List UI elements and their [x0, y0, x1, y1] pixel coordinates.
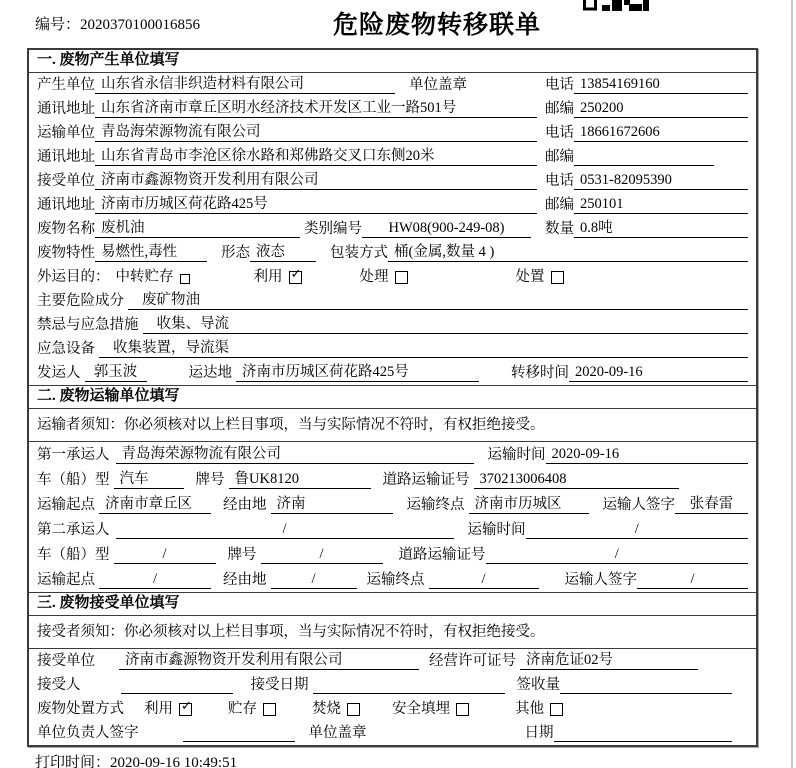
receiver-zip-label: 邮编 [545, 197, 574, 213]
transporter-notice: 运输者须知：你必须核对以上栏目事项，当与实际情况不符时，有权拒绝接受。 [29, 409, 756, 442]
packing-label: 包装方式 [330, 245, 388, 261]
disposal-incinerate-checkbox [347, 703, 360, 716]
waste-name-label: 废物名称 [37, 221, 95, 237]
transport-time1-label: 运输时间 [487, 447, 546, 463]
second-carrier-label: 第二承运人 [37, 522, 110, 538]
end1-value: 济南市历城区 [469, 495, 589, 514]
disposal-option-store-label: 贮存 [228, 701, 257, 717]
disposal-option-other [515, 700, 563, 718]
sign1-value: 张春雷 [675, 495, 748, 514]
plate1-label: 牌号 [195, 472, 225, 488]
purpose-option-treat-label: 处理 [359, 269, 389, 285]
disposal-option-other-label: 其他 [515, 701, 544, 717]
document-number-value: 2020370100016856 [80, 17, 201, 33]
print-time-value: 2020-09-16 10:49:51 [110, 755, 238, 768]
sign2-value: / [637, 570, 748, 589]
disposal-option-landfill [392, 700, 469, 718]
section2-heading: 二. 废物运输单位填写 [29, 385, 756, 409]
vehicle1-label: 车（船）型 [37, 472, 110, 488]
row-vehicle1 [29, 467, 756, 492]
row-receiver-address [29, 193, 756, 217]
date-value [554, 723, 733, 742]
transporter-zip-label: 邮编 [545, 149, 574, 165]
disposal-store-checkbox [263, 703, 276, 716]
purpose-option-dispose [516, 268, 564, 286]
row-second-carrier [29, 517, 756, 542]
transporter-label: 运输单位 [37, 125, 95, 141]
purpose-option-use [254, 268, 302, 286]
row-acceptor [29, 673, 756, 697]
producer-zip-label: 邮编 [545, 101, 574, 117]
head-signature-label: 单位负责人签字 [37, 725, 139, 741]
receipt-qty-value [560, 675, 732, 694]
row-route2 [29, 567, 756, 592]
disposal-landfill-checkbox [456, 703, 469, 716]
receiver-group [37, 171, 545, 190]
acceptor-label: 接受人 [37, 677, 81, 693]
via1-label: 经由地 [223, 497, 267, 513]
end2-value: / [429, 570, 539, 589]
storage-checkbox [180, 274, 190, 284]
purpose-option-treat [360, 268, 408, 286]
origin1-value: 济南市章丘区 [99, 495, 211, 514]
plate2-value: / [261, 545, 383, 564]
disposal-option-landfill-label: 安全填埋 [392, 701, 450, 717]
row-disposal-method [29, 697, 756, 721]
document-number [35, 13, 200, 34]
first-carrier-label: 第一承运人 [37, 447, 110, 463]
emergency-label: 禁忌与应急措施 [37, 317, 139, 333]
first-carrier-value: 青岛海荣源物流有限公司 [116, 445, 474, 464]
origin2-value: / [99, 570, 211, 589]
producer-address-value: 山东省济南市章丘区明水经济技术开发区工业一路501号 [95, 99, 537, 118]
waste-category-label: 类别编号 [304, 221, 362, 237]
purpose-option-storage-label: 中转贮存 [115, 269, 174, 285]
disposal-option-store [228, 700, 276, 718]
transporter-group [37, 123, 545, 142]
row-accept-unit [29, 649, 756, 673]
transport-time2-label: 运输时间 [467, 522, 526, 538]
row-first-carrier [29, 442, 756, 467]
row-waste-name [29, 217, 756, 241]
emergency-value: 收集、导流 [143, 315, 749, 334]
qr-code-icon [583, 0, 649, 11]
disposal-other-checkbox [550, 703, 563, 716]
shipper-label: 发运人 [37, 365, 81, 381]
accept-date-value [313, 675, 505, 694]
date-label: 日期 [524, 725, 554, 741]
acceptor-value [121, 675, 233, 694]
row-vehicle2 [29, 542, 756, 567]
permit1-label: 道路运输证号 [382, 472, 470, 488]
row-hazard-component [29, 289, 756, 313]
producer-address-label: 通讯地址 [37, 101, 95, 117]
producer-value: 山东省永信非织造材料有限公司 [95, 75, 395, 94]
purpose-option-use-label: 利用 [253, 269, 283, 285]
page-title: 危险废物转移联单 [332, 12, 542, 39]
waste-name-group [37, 219, 545, 238]
producer-phone-value: 13854169160 [574, 75, 748, 94]
producer-group [37, 75, 545, 94]
head-signature-value [183, 723, 295, 742]
equipment-label: 应急设备 [37, 341, 95, 357]
receiver-phone-value: 0531-82095390 [574, 171, 748, 190]
receiver-address-label: 通讯地址 [37, 197, 95, 213]
receiver-zip-value: 250101 [574, 195, 748, 214]
receiver-value: 济南市鑫源物资开发利用有限公司 [95, 171, 537, 190]
license-value: 济南危证02号 [520, 651, 698, 670]
row-head-signature [29, 721, 756, 745]
via2-label: 经由地 [223, 572, 267, 588]
disposal-option-use [144, 700, 192, 718]
disposal-option-incinerate-label: 焚烧 [312, 701, 341, 717]
permit2-label: 道路运输证号 [398, 547, 486, 563]
hazard-value: 废矿物油 [128, 291, 748, 310]
shipper-value: 郭玉波 [85, 363, 147, 382]
print-time [35, 751, 237, 768]
second-carrier-value: / [116, 520, 454, 539]
license-label: 经营许可证号 [429, 653, 516, 669]
page-edge-line [791, 0, 793, 768]
equipment-value: 收集装置，导流渠 [99, 339, 748, 358]
waste-qty-label: 数量 [545, 221, 574, 237]
producer-phone-label: 电话 [545, 77, 574, 93]
producer-label: 产生单位 [37, 77, 95, 93]
plate1-value: 鲁UK8120 [229, 470, 371, 489]
transporter-phone-value: 18661672606 [574, 123, 748, 142]
waste-form-value: 液态 [250, 243, 316, 262]
manifest-form-table [27, 48, 758, 747]
end1-label: 运输终点 [406, 497, 465, 513]
print-time-label: 打印时间： [35, 755, 111, 768]
disposal-option-use-label: 利用 [144, 701, 173, 717]
waste-name-value: 废机油 [95, 219, 300, 238]
transporter-address-value: 山东省青岛市李沧区徐水路和郑佛路交叉口东侧20米 [95, 147, 537, 166]
receipt-qty-label: 签收量 [516, 677, 560, 693]
document-number-label: 编号： [35, 17, 81, 33]
row-producer [29, 73, 756, 97]
row-transfer-purpose [29, 265, 756, 289]
transporter-address-label: 通讯地址 [37, 149, 95, 165]
destination-label: 运达地 [188, 365, 232, 381]
accept-unit-value: 济南市鑫源物资开发利用有限公司 [119, 651, 419, 670]
receiver-address-group [37, 195, 545, 214]
transporter-address-group [37, 147, 545, 166]
via2-value: / [271, 570, 357, 589]
row-transporter-address [29, 145, 756, 169]
origin1-label: 运输起点 [37, 497, 95, 513]
section3-heading: 三. 废物接受单位填写 [29, 592, 756, 616]
transport-time2-value: / [526, 520, 749, 539]
accept-unit-label: 接受单位 [37, 653, 95, 669]
waste-form-label: 形态 [221, 245, 250, 261]
permit1-value: 370213006408 [474, 470, 679, 489]
purpose-label: 外运目的： [37, 269, 110, 285]
vehicle1-value: 汽车 [114, 470, 184, 489]
transporter-phone-label: 电话 [545, 125, 574, 141]
row-producer-address [29, 97, 756, 121]
receiver-label: 接受单位 [37, 173, 95, 189]
row-shipper [29, 361, 756, 385]
row-transporter [29, 121, 756, 145]
seal-label: 单位盖章 [409, 77, 467, 93]
receiver-notice: 接受者须知：你必须核对以上栏目事项，当与实际情况不符时，有权拒绝接受。 [29, 616, 756, 649]
purpose-option-storage [116, 268, 190, 286]
disposal-option-incinerate [312, 700, 360, 718]
section1-heading: 一. 废物产生单位填写 [29, 50, 756, 73]
dispose-checkbox [551, 271, 564, 284]
unit-seal-label: 单位盖章 [308, 725, 367, 741]
via1-value: 济南 [271, 495, 393, 514]
transfer-time-value: 2020-09-16 [569, 363, 748, 382]
transfer-time-label: 转移时间 [511, 365, 569, 381]
waste-property-label: 废物特性 [37, 245, 95, 261]
accept-date-label: 接受日期 [250, 677, 309, 693]
waste-category-value: HW08(900-249-08) [362, 219, 531, 238]
packing-value: 桶(金属,数量 4 ) [388, 243, 748, 262]
transporter-value: 青岛海荣源物流有限公司 [95, 123, 537, 142]
row-receiver [29, 169, 756, 193]
end2-label: 运输终点 [366, 572, 425, 588]
waste-qty-value: 0.8吨 [574, 219, 748, 238]
hazard-label: 主要危险成分 [37, 293, 124, 309]
receiver-address-value: 济南市历城区荷花路425号 [95, 195, 537, 214]
transport-time1-value: 2020-09-16 [546, 445, 749, 464]
row-waste-property [29, 241, 756, 265]
vehicle2-value: / [114, 545, 216, 564]
origin2-label: 运输起点 [37, 572, 95, 588]
producer-address-group [37, 99, 545, 118]
vehicle2-label: 车（船）型 [37, 547, 110, 563]
row-emergency-measures [29, 313, 756, 337]
sign1-label: 运输人签字 [602, 497, 675, 513]
purpose-option-dispose-label: 处置 [515, 269, 545, 285]
plate2-label: 牌号 [227, 547, 257, 563]
disposal-label: 废物处置方式 [37, 701, 124, 717]
sign2-label: 运输人签字 [564, 572, 637, 588]
transporter-zip-value [574, 147, 714, 166]
destination-value: 济南市历城区荷花路425号 [236, 363, 479, 382]
receiver-phone-label: 电话 [545, 173, 574, 189]
permit2-value: / [486, 545, 749, 564]
row-emergency-equipment [29, 337, 756, 361]
use-checkbox [289, 271, 302, 284]
waste-property-value: 易燃性,毒性 [95, 243, 207, 262]
treat-checkbox [395, 271, 408, 284]
producer-zip-value: 250200 [574, 99, 748, 118]
row-route1 [29, 492, 756, 517]
disposal-use-checkbox [179, 703, 192, 716]
